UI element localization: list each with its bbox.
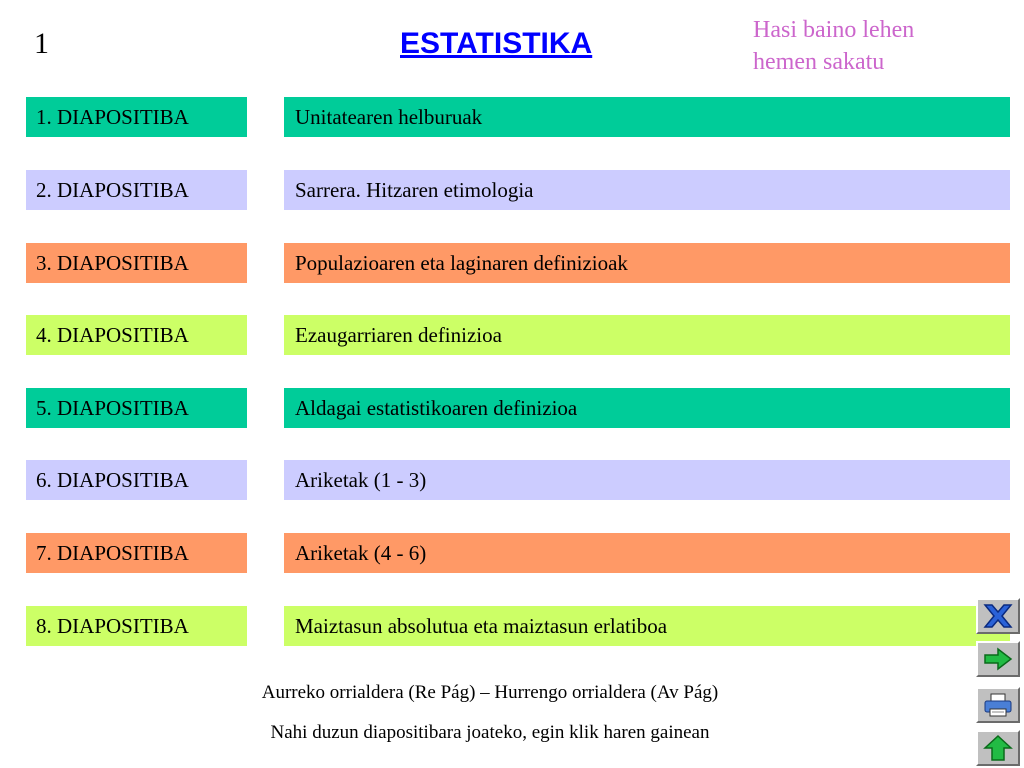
slide-desc-8[interactable]: Maiztasun absolutua eta maiztasun erlatiboa (284, 606, 1010, 646)
start-hint-line2: hemen sakatu (753, 49, 885, 75)
slide-desc-2[interactable]: Sarrera. Hitzaren etimologia (284, 170, 1010, 210)
start-hint-line1: Hasi baino lehen (753, 17, 915, 43)
slide-row-1 (0, 97, 1024, 137)
start-hint-link[interactable] (753, 14, 983, 78)
slide-label-2[interactable]: 2. DIAPOSITIBA (26, 170, 247, 210)
arrow-up-icon (981, 734, 1015, 762)
close-button[interactable] (976, 598, 1020, 634)
slide-row-7 (0, 533, 1024, 573)
slide-desc-1[interactable]: Unitatearen helburuak (284, 97, 1010, 137)
slide-label-3[interactable]: 3. DIAPOSITIBA (26, 243, 247, 283)
printer-icon (981, 691, 1015, 719)
slide-desc-6[interactable]: Ariketak (1 - 3) (284, 460, 1010, 500)
slide-row-5 (0, 388, 1024, 428)
next-page-button[interactable] (976, 641, 1020, 677)
close-x-icon (981, 602, 1015, 630)
slide-row-2 (0, 170, 1024, 210)
slide-row-6 (0, 460, 1024, 500)
slide-desc-5[interactable]: Aldagai estatistikoaren definizioa (284, 388, 1010, 428)
slide-desc-7[interactable]: Ariketak (4 - 6) (284, 533, 1010, 573)
slide-label-8[interactable]: 8. DIAPOSITIBA (26, 606, 247, 646)
page-number: 1 (34, 27, 49, 60)
up-button[interactable] (976, 730, 1020, 766)
click-hint: Nahi duzun diapositibara joateko, egin klik haren gainean (270, 722, 710, 743)
paging-hint: Aurreko orrialdera (Re Pág) – Hurrengo orrialdera (Av Pág) (261, 682, 719, 703)
slide-label-6[interactable]: 6. DIAPOSITIBA (26, 460, 247, 500)
slide-row-4 (0, 315, 1024, 355)
page-title[interactable]: ESTATISTIKA (400, 27, 593, 60)
slide-row-3 (0, 243, 1024, 283)
slide-label-1[interactable]: 1. DIAPOSITIBA (26, 97, 247, 137)
print-button[interactable] (976, 687, 1020, 723)
arrow-right-icon (981, 645, 1015, 673)
slide-desc-3[interactable]: Populazioaren eta laginaren definizioak (284, 243, 1010, 283)
slide-label-7[interactable]: 7. DIAPOSITIBA (26, 533, 247, 573)
slide-label-4[interactable]: 4. DIAPOSITIBA (26, 315, 247, 355)
slide-row-8 (0, 606, 1024, 646)
slide-label-5[interactable]: 5. DIAPOSITIBA (26, 388, 247, 428)
slide-desc-4[interactable]: Ezaugarriaren definizioa (284, 315, 1010, 355)
